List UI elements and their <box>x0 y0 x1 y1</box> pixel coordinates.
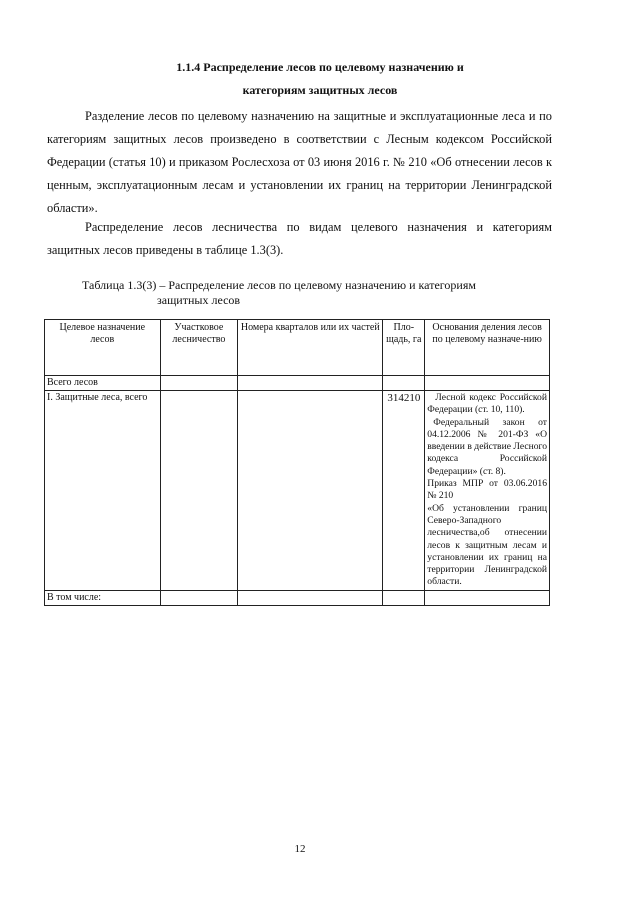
cell-area <box>383 590 425 605</box>
header-area: Пло-щадь, га <box>383 320 425 376</box>
paragraph-table-reference: Распределение лесов лесничества по видам целевого назначения и категориям защитных лесов приведены в таблице 1.3(3). <box>47 220 552 257</box>
table-row-total <box>45 376 550 391</box>
header-quarters: Номера кварталов или их частей <box>238 320 383 376</box>
basis-order-title: «Об установлении границ Северо-Западного лесничества,об отнесении лесов к защитным лесам и установлении их границ на территории Ленинградской области. <box>427 502 547 588</box>
cell-quarters <box>238 391 383 591</box>
cell-basis <box>425 391 550 591</box>
header-purpose: Целевое назначение лесов <box>45 320 161 376</box>
cell-area <box>383 376 425 391</box>
section-heading-line-1: 1.1.4 Распределение лесов по целевому назначению и <box>176 60 464 74</box>
table-row-protective <box>45 391 550 591</box>
paragraph-legal-basis: Разделение лесов по целевому назначению на защитные и эксплуатационные леса и по категориям защитных лесов произведено в соответствии с Лесным кодексом Российской Федерации (статья 10) и приказом Рослесхоза от 03 июня 2016 г. № 210 «Об отнесении лесов к ценным, эксплуатационным лесам и установлении их границ на территории Ленинградской области». <box>47 109 552 215</box>
section-heading-line-2: категориям защитных лесов <box>242 83 398 97</box>
cell-purpose: I. Защитные леса, всего <box>45 391 161 591</box>
cell-forestry <box>160 590 238 605</box>
forest-distribution-table <box>44 319 550 606</box>
cell-quarters <box>238 590 383 605</box>
cell-quarters <box>238 376 383 391</box>
basis-forest-code: Лесной кодекс Российской Федерации (ст. 10, 110). <box>427 392 547 416</box>
cell-purpose: Всего лесов <box>45 376 161 391</box>
cell-area: 314210 <box>383 391 425 591</box>
page-number: 12 <box>294 843 306 855</box>
header-forestry: Участковое лесничество <box>160 320 238 376</box>
cell-forestry <box>160 391 238 591</box>
basis-order: Приказ МПР от 03.06.2016 № 210 <box>427 478 547 502</box>
cell-purpose: В том числе: <box>45 590 161 605</box>
cell-forestry <box>160 376 238 391</box>
header-basis: Основания деления лесов по целевому назначе-нию <box>425 320 550 376</box>
table-caption-line-1: Таблица 1.3(3) – Распределение лесов по целевому назначению и категориям <box>82 278 476 292</box>
table-header-row <box>45 320 550 376</box>
table-caption-line-2: защитных лесов <box>157 293 241 307</box>
basis-federal-law: Федеральный закон от 04.12.2006 № 201-ФЗ «О введении в действие Лесного кодекса Российской Федерации» (ст. 8). <box>427 416 547 477</box>
table-row-including <box>45 590 550 605</box>
cell-basis <box>425 590 550 605</box>
cell-basis <box>425 376 550 391</box>
